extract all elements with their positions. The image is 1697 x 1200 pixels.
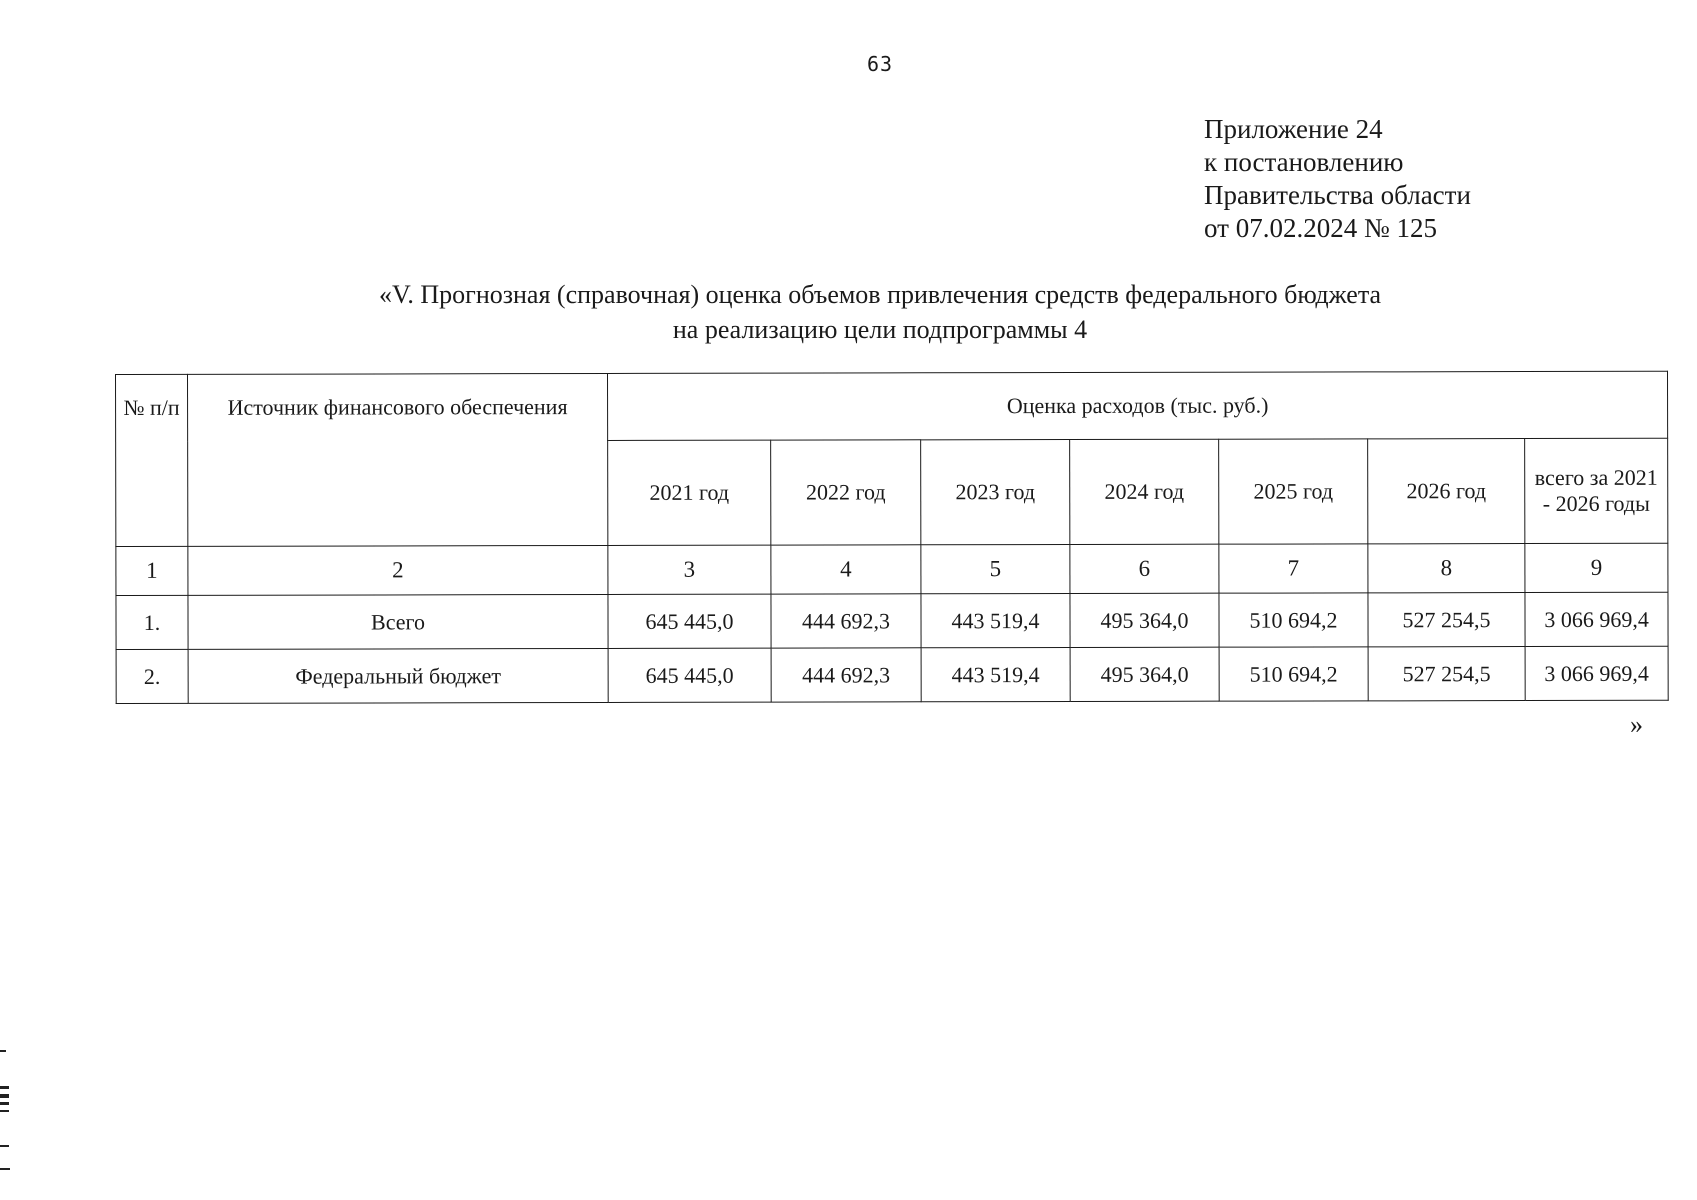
column-number: 8	[1368, 544, 1525, 593]
header-year: 2023 год	[921, 440, 1070, 545]
header-year: 2024 год	[1070, 439, 1219, 544]
value-cell-total: 3 066 969,4	[1525, 646, 1668, 700]
header-year-total: всего за 2021 - 2026 годы	[1525, 438, 1668, 543]
section-heading	[200, 277, 1560, 347]
scan-mark	[0, 1050, 6, 1052]
appendix-line: Правительства области	[1204, 180, 1471, 210]
column-number: 9	[1525, 543, 1668, 592]
value-cell: 510 694,2	[1219, 647, 1368, 701]
column-number: 7	[1219, 544, 1368, 593]
row-source: Всего	[188, 594, 608, 649]
header-row	[116, 371, 1668, 441]
value-cell: 444 692,3	[771, 594, 921, 648]
row-source: Федеральный бюджет	[188, 648, 608, 703]
header-year: 2026 год	[1368, 439, 1525, 544]
scan-edge-marks	[0, 1050, 10, 1180]
value-cell: 443 519,4	[921, 594, 1070, 648]
header-year: 2022 год	[771, 440, 921, 545]
value-cell: 495 364,0	[1070, 647, 1219, 701]
scan-mark	[0, 1168, 10, 1170]
heading-line: на реализацию цели подпрограммы 4	[672, 315, 1088, 344]
header-num: № п/п	[116, 374, 188, 546]
value-cell: 510 694,2	[1219, 593, 1368, 647]
appendix-line: к постановлению	[1204, 147, 1404, 177]
column-number: 6	[1070, 544, 1219, 593]
scan-mark	[0, 1110, 9, 1112]
closing-quote: »	[1630, 710, 1643, 739]
value-cell: 645 445,0	[608, 648, 771, 702]
column-number: 2	[188, 545, 608, 595]
header-year: 2025 год	[1219, 439, 1368, 544]
scan-mark	[0, 1086, 9, 1089]
appendix-line: от 07.02.2024 № 125	[1204, 213, 1437, 243]
heading-line: «V. Прогнозная (справочная) оценка объемов привлечения средств федерального бюджета	[378, 280, 1382, 309]
row-number: 1.	[116, 595, 188, 649]
scan-mark	[0, 1102, 9, 1105]
value-cell: 645 445,0	[608, 594, 771, 648]
row-number: 2.	[116, 649, 188, 703]
value-cell: 444 692,3	[771, 648, 921, 702]
column-number-row	[116, 543, 1668, 595]
financing-table	[115, 371, 1669, 704]
header-source: Источник финансового обеспечения	[188, 373, 608, 546]
column-number: 5	[921, 545, 1070, 594]
column-number: 1	[116, 546, 188, 595]
appendix-line: Приложение 24	[1204, 114, 1383, 144]
scan-mark	[0, 1145, 9, 1147]
appendix-block	[1204, 113, 1471, 245]
value-cell-total: 3 066 969,4	[1525, 592, 1668, 646]
value-cell: 527 254,5	[1368, 593, 1525, 647]
table-row	[116, 592, 1668, 649]
column-number: 3	[608, 545, 771, 594]
header-year: 2021 год	[608, 440, 771, 545]
header-estimate: Оценка расходов (тыс. руб.)	[607, 371, 1667, 440]
value-cell: 443 519,4	[921, 648, 1070, 702]
column-number: 4	[771, 545, 921, 594]
value-cell: 495 364,0	[1070, 593, 1219, 647]
scan-mark	[0, 1094, 9, 1098]
value-cell: 527 254,5	[1368, 647, 1525, 701]
page-number: 63	[866, 52, 894, 76]
table-row	[116, 646, 1668, 703]
